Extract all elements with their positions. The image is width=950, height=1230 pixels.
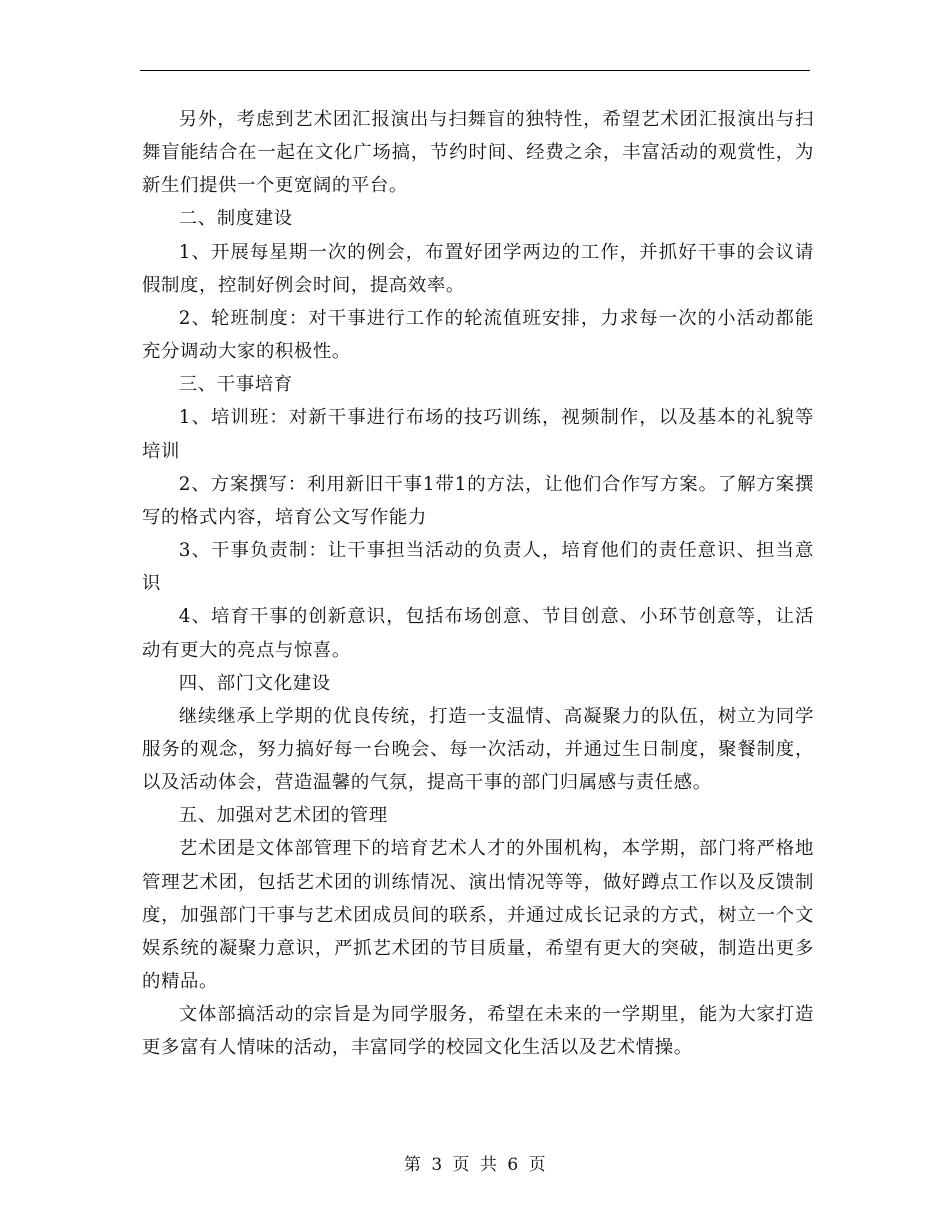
paragraph: 文体部搞活动的宗旨是为同学服务，希望在未来的一学期里，能为大家打造更多富有人情味的活动，丰富同学的校园文化生活以及艺术情操。 [142,1004,814,1059]
page-number-footer: 第 3 页 共 6 页 [403,1155,547,1175]
paragraph: 1、开展每星期一次的例会，布置好团学两边的工作，并抓好干事的会议请假制度，控制好例会时间，提高效率。 [142,241,814,296]
paragraph: 另外，考虑到艺术团汇报演出与扫舞盲的独特性，希望艺术团汇报演出与扫舞盲能结合在一起在文化广场搞，节约时间、经费之余，丰富活动的观赏性，为新生们提供一个更宽阔的平台。 [142,109,814,197]
paragraph: 艺术团是文体部管理下的培育艺术人才的外围机构，本学期，部门将严格地管理艺术团，包括艺术团的训练情况、演出情况等等，做好蹲点工作以及反馈制度，加强部门干事与艺术团成员间的联系，并通过成长记录的方式，树立一个文娱系统的凝聚力意识，严抓艺术团的节目质量，希望有更大的突破，制造出更多的精品。 [142,838,814,993]
paragraph: 2、轮班制度：对干事进行工作的轮流值班安排，力求每一次的小活动都能充分调动大家的积极性。 [142,307,814,363]
paragraph: 1、培训班：对新干事进行布场的技巧训练，视频制作，以及基本的礼貌等培训 [142,407,814,462]
paragraph: 3、干事负责制：让干事担当活动的负责人，培育他们的责任意识、担当意识 [142,540,814,595]
header-rule [140,70,810,71]
paragraph: 4、培育干事的创新意识，包括布场创意、节目创意、小环节创意等，让活动有更大的亮点与惊喜。 [142,606,814,661]
paragraph: 继续继承上学期的优良传统，打造一支温情、高凝聚力的队伍，树立为同学服务的观念，努力搞好每一台晚会、每一次活动，并通过生日制度，聚餐制度，以及活动体会，营造温馨的气氛，提高干事的部门归属感与责任感。 [142,705,814,794]
section-heading: 五、加强对艺术团的管理 [178,805,388,827]
section-heading: 三、干事培育 [178,374,293,396]
section-heading: 二、制度建设 [178,208,293,230]
section-heading: 四、部门文化建设 [178,672,331,694]
paragraph: 2、方案撰写：利用新旧干事1带1的方法，让他们合作写方案。了解方案撰写的格式内容，培育公文写作能力 [142,473,814,528]
document-body [142,103,814,1065]
